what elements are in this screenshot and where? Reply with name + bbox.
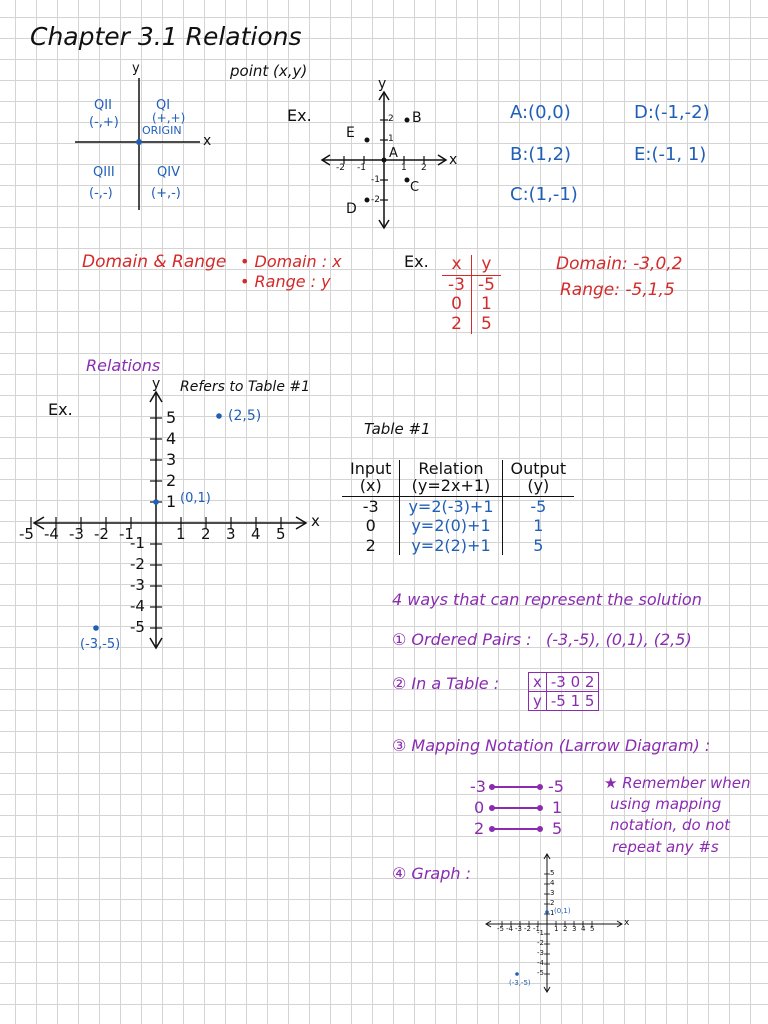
relations-y-tick-label: 2 (166, 471, 177, 490)
relations-y-tick-label: -5 (130, 618, 145, 636)
mini-x-tick-label: -2 (524, 925, 531, 933)
dr-cell: -5 (477, 274, 495, 295)
quadrant-1-label: QI (156, 98, 171, 113)
mini-x-tick-label: -5 (497, 925, 504, 933)
point-note: point (x,y) (230, 62, 308, 80)
relations-x-tick-label: 3 (226, 525, 236, 543)
quadrant-2-sign: (-,+) (89, 115, 119, 130)
mini-point-label-0-1: (0,1) (554, 907, 571, 915)
example1-point-e-label: E (346, 125, 355, 141)
relations-heading: Relations (86, 356, 161, 375)
mini-x-tick-label: 5 (590, 925, 595, 933)
dr-header-y: y (471, 255, 500, 275)
relations-ex-label: Ex. (48, 400, 73, 419)
example1-point-b-label: B (412, 110, 422, 126)
remember-line2: using mapping (610, 795, 722, 813)
relations-x-tick-label: -5 (19, 525, 34, 543)
example1-point-c-label: C (410, 180, 420, 195)
mapping-from: -3 (470, 777, 486, 796)
relations-x-tick-label: -4 (44, 525, 59, 543)
example1-tick-y-1: 1 (388, 134, 394, 144)
relations-point-label-neg3-neg5: (-3,-5) (80, 637, 121, 652)
table1-input: -3 (342, 496, 400, 516)
mini-x-tick-label: 3 (572, 925, 577, 933)
page-title: Chapter 3.1 Relations (30, 22, 302, 51)
dr-header-x: x (442, 255, 471, 275)
example1-x-label: x (449, 152, 458, 168)
relations-point-label-0-1: (0,1) (180, 491, 211, 506)
quadrant-4-label: QIV (157, 165, 180, 180)
dr-cell: 1 (481, 294, 492, 315)
table1-header-relation-line1: Relation (418, 459, 484, 478)
way2-label: ② In a Table : (392, 674, 500, 693)
quadrant-4-sign: (+,-) (151, 186, 181, 201)
relations-x-tick-label: 4 (251, 525, 261, 543)
domain-range-heading: Domain & Range (82, 252, 227, 272)
mini-y-tick-label: -5 (537, 969, 544, 977)
mini-y-tick-label: 3 (550, 889, 555, 897)
point-e-coords: E:(-1, 1) (634, 144, 707, 165)
table1-output: 1 (533, 516, 544, 536)
way4-label: ④ Graph : (392, 864, 471, 883)
relations-y-tick-label: -1 (130, 534, 145, 552)
example1-tick-y-neg1: -1 (371, 175, 380, 185)
ways-heading: 4 ways that can represent the solution (392, 590, 702, 609)
table1-output: -5 (530, 496, 547, 516)
relations-point-label-2-5: (2,5) (228, 408, 262, 424)
relations-x-tick-label: 2 (201, 525, 211, 543)
quadrant-3-sign: (-,-) (89, 186, 113, 201)
mini-y-tick-label: 5 (550, 869, 555, 877)
example1-tick-x-neg1: -1 (357, 163, 366, 173)
mini-point-label-neg3-neg5: (-3,-5) (509, 979, 531, 987)
way2-x-label: x (529, 673, 547, 692)
example1-tick-y-neg2: -2 (371, 195, 380, 205)
relations-y-tick-label: -2 (130, 555, 145, 573)
quadrant-y-label: y (132, 61, 140, 76)
way2-y-label: y (529, 692, 547, 711)
way1-value: (-3,-5), (0,1), (2,5) (546, 630, 692, 649)
dr-cell: 5 (481, 313, 492, 334)
mapping-to: -5 (548, 777, 564, 796)
mini-x-tick-label: 4 (581, 925, 586, 933)
mini-x-tick-label: -1 (533, 925, 540, 933)
relations-y-tick-label: 3 (166, 450, 177, 469)
relations-y-label: y (152, 376, 161, 392)
mini-x-tick-label: -4 (506, 925, 513, 933)
domain-result: Domain: -3,0,2 (556, 254, 683, 274)
origin-label: ORIGIN (142, 124, 182, 137)
example1-label: Ex. (287, 106, 312, 125)
mini-y-tick-label: -2 (537, 939, 544, 947)
domain-definition: • Domain : x (240, 252, 342, 271)
way3-label: ③ Mapping Notation (Larrow Diagram) : (392, 736, 711, 755)
mapping-from: 0 (474, 798, 485, 817)
remember-line4: repeat any #s (612, 838, 719, 856)
remember-line3: notation, do not (610, 816, 731, 834)
mini-y-tick-label: 1 (550, 909, 555, 917)
example1-point-d-label: D (346, 201, 357, 217)
mini-y-tick-label: 2 (550, 899, 555, 907)
table1-header-output-line1: Output (510, 459, 567, 478)
quadrant-1-sign: (+,+) (152, 111, 186, 125)
domain-range-ex-label: Ex. (404, 252, 429, 271)
table1-header-input-line1: Input (350, 459, 392, 478)
table1-output: 5 (533, 535, 544, 555)
table1-relation: y=2(0)+1 (400, 516, 502, 536)
quadrant-x-label: x (203, 133, 212, 149)
way1-label: ① Ordered Pairs : (392, 630, 532, 649)
example1-point-a-label: A (389, 146, 398, 161)
mapping-to: 5 (552, 819, 563, 838)
point-b-coords: B:(1,2) (510, 144, 572, 165)
table1-relation: y=2(-3)+1 (400, 496, 502, 516)
mini-y-tick-label: -4 (537, 959, 544, 967)
example1-tick-x-1: 1 (401, 163, 407, 173)
example1-tick-x-2: 2 (421, 163, 427, 173)
table1-input: 2 (342, 536, 400, 556)
remember-line1: ★ Remember when (604, 774, 751, 792)
mini-y-tick-label: 4 (550, 879, 555, 887)
mini-y-tick-label: -1 (537, 929, 544, 937)
relations-x-tick-label: -1 (119, 525, 134, 543)
relations-y-tick-label: 5 (166, 408, 177, 427)
relations-x-tick-label: 5 (276, 525, 286, 543)
table1-relation: y=2(2)+1 (400, 536, 502, 556)
way2-y-values: -5 1 5 (546, 692, 599, 711)
range-definition: • Range : y (240, 272, 331, 291)
mapping-to: 1 (552, 798, 563, 817)
relations-y-tick-label: -4 (130, 597, 145, 615)
mini-x-tick-label: 1 (554, 925, 559, 933)
relations-y-tick-label: 4 (166, 429, 177, 448)
relations-x-label: x (311, 512, 320, 530)
quadrant-3-label: QIII (93, 165, 115, 180)
mini-y-tick-label: -3 (537, 949, 544, 957)
relations-y-tick-label: -3 (130, 576, 145, 594)
example1-tick-x-neg2: -2 (336, 163, 345, 173)
table1-header-input-line2: (x) (359, 475, 382, 495)
way2-x-values: -3 0 2 (546, 673, 599, 692)
table1-header-output-line2: (y) (527, 475, 550, 495)
table1-input: 0 (342, 516, 400, 536)
range-result: Range: -5,1,5 (560, 280, 675, 300)
example1-tick-y-2: 2 (388, 114, 394, 124)
example1-y-label: y (378, 76, 387, 92)
point-c-coords: C:(1,-1) (510, 184, 578, 205)
dr-cell: 0 (442, 295, 471, 315)
dr-cell: 2 (442, 315, 471, 335)
relations-y-tick-label: 1 (166, 492, 177, 511)
mapping-from: 2 (474, 819, 485, 838)
mini-x-tick-label: -3 (515, 925, 522, 933)
table1-title: Table #1 (364, 420, 431, 438)
relations-x-tick-label: -3 (69, 525, 84, 543)
relations-x-tick-label: 1 (176, 525, 186, 543)
relations-refers-note: Refers to Table #1 (180, 379, 311, 395)
mini-x-label: x (624, 918, 630, 928)
point-d-coords: D:(-1,-2) (634, 102, 710, 123)
point-a-coords: A:(0,0) (510, 102, 571, 123)
dr-cell: -3 (442, 275, 471, 295)
table1-header-relation-line2: (y=2x+1) (411, 475, 491, 495)
relations-x-tick-label: -2 (94, 525, 109, 543)
mini-x-tick-label: 2 (563, 925, 568, 933)
quadrant-2-label: QII (94, 98, 112, 113)
